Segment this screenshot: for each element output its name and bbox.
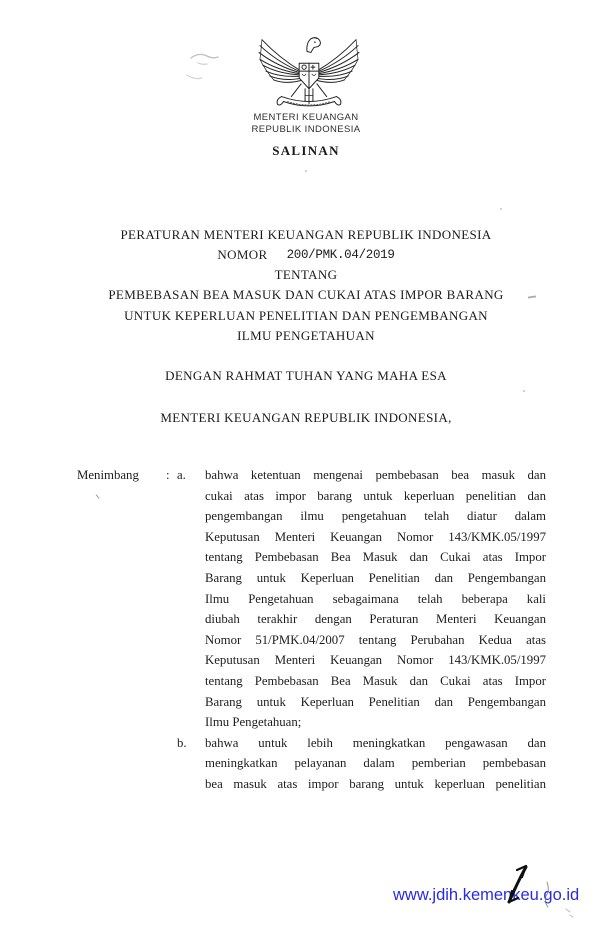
invocation-line: DENGAN RAHMAT TUHAN YANG MAHA ESA xyxy=(165,368,447,383)
text-line: Nomor 51/PMK.04/2007 tentang Perubahan Kedua atas xyxy=(205,632,546,647)
ministry-name-line1: MENTERI KEUANGAN xyxy=(253,112,359,123)
text-line: bahwa untuk lebih meningkatkan pengawasan dan xyxy=(205,735,546,750)
nomor-label: NOMOR xyxy=(217,247,268,262)
item-a-marker: a. xyxy=(177,468,186,482)
ministry-name-line2: REPUBLIK INDONESIA xyxy=(251,124,361,135)
subject-line-3: ILMU PENGETAHUAN xyxy=(237,328,375,343)
text-line: diubah terakhir dengan Peraturan Menteri Keuangan xyxy=(205,612,546,627)
considering-separator: : xyxy=(166,468,170,482)
text-line: cukai atas impor barang untuk keperluan penelitian dan xyxy=(205,488,546,503)
tentang-label: TENTANG xyxy=(274,267,338,282)
scan-artifact xyxy=(500,208,502,210)
authority-line: MENTERI KEUANGAN REPUBLIK INDONESIA, xyxy=(160,410,452,425)
subject-line-2: UNTUK KEPERLUAN PENELITIAN DAN PENGEMBANGAN xyxy=(124,308,488,323)
garuda-pancasila-emblem-icon xyxy=(258,34,360,116)
text-line: Ilmu Pengetahuan; xyxy=(205,715,302,730)
subject-line-1: PEMBEBASAN BEA MASUK DAN CUKAI ATAS IMPOR BARANG xyxy=(108,287,504,302)
item-b-marker: b. xyxy=(177,736,187,750)
text-line: tentang Pembebasan Bea Masuk dan Cukai atas Impor xyxy=(205,550,546,565)
item-a-paragraph xyxy=(205,465,546,733)
pen-arrow-scribble xyxy=(480,853,580,928)
considering-label: Menimbang xyxy=(77,468,139,482)
text-line: Keputusan Menteri Keuangan Nomor 143/KMK.05/1997 xyxy=(205,529,546,544)
considering-text xyxy=(205,465,546,795)
jdih-website-link[interactable]: www.jdih.kemenkeu.go.id xyxy=(393,886,580,904)
scan-artifact xyxy=(305,170,307,172)
text-line: Barang untuk Keperluan Penelitian dan Pengembangan xyxy=(205,694,546,709)
text-line: Barang untuk Keperluan Penelitian dan Pengembangan xyxy=(205,570,546,585)
scan-artifact xyxy=(95,494,99,499)
copy-stamp-label: SALINAN xyxy=(272,143,340,158)
scan-smudge xyxy=(185,48,233,84)
text-line: meningkatkan pelayanan dalam pemberian pembebasan xyxy=(205,756,546,771)
text-line: tentang Pembebasan Bea Masuk dan Cukai atas Impor xyxy=(205,673,546,688)
nomor-value: 200/PMK.04/2019 xyxy=(286,247,395,262)
text-line: bea masuk atas impor barang untuk keperluan penelitian xyxy=(205,776,546,791)
text-line: bahwa ketentuan mengenai pembebasan bea masuk dan xyxy=(205,468,546,482)
regulation-number-line xyxy=(0,247,612,263)
scan-artifact xyxy=(523,390,525,392)
regulation-title: PERATURAN MENTERI KEUANGAN REPUBLIK INDONESIA xyxy=(120,227,492,242)
item-b-paragraph xyxy=(205,733,546,795)
text-line: Keputusan Menteri Keuangan Nomor 143/KMK.05/1997 xyxy=(205,653,546,668)
text-line: Ilmu Pengetahuan sebagaimana telah beberapa kali xyxy=(205,591,546,606)
text-line: pengembangan ilmu pengetahuan telah diatur dalam xyxy=(205,509,546,524)
